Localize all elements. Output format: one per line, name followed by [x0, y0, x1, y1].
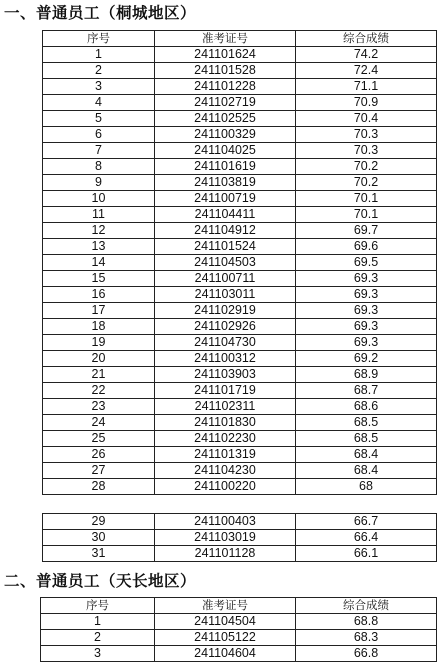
cell-exam-id: 241104503: [155, 255, 296, 271]
table-row: [43, 415, 437, 431]
header-seq: 序号: [43, 31, 155, 47]
cell-seq: 20: [43, 351, 155, 367]
cell-exam-id: 241102926: [155, 319, 296, 335]
cell-exam-id: 241101228: [155, 79, 296, 95]
cell-seq: 3: [41, 646, 155, 662]
cell-exam-id: 241100719: [155, 191, 296, 207]
cell-seq: 3: [43, 79, 155, 95]
cell-exam-id: 241104604: [155, 646, 296, 662]
table-row: [43, 463, 437, 479]
table-row: [41, 614, 437, 630]
table-row: [43, 335, 437, 351]
table-row: [43, 111, 437, 127]
cell-score: 68: [296, 479, 437, 495]
cell-score: 66.1: [296, 546, 437, 562]
cell-score: 68.4: [296, 447, 437, 463]
cell-score: 70.1: [296, 207, 437, 223]
cell-exam-id: 241101830: [155, 415, 296, 431]
table-row: [43, 287, 437, 303]
cell-score: 68.5: [296, 431, 437, 447]
cell-exam-id: 241101528: [155, 63, 296, 79]
cell-seq: 31: [43, 546, 155, 562]
cell-exam-id: 241101128: [155, 546, 296, 562]
section1-extra-table: [42, 513, 437, 562]
table-row: [43, 143, 437, 159]
table-row: [43, 207, 437, 223]
cell-score: 69.5: [296, 255, 437, 271]
table-row: [43, 63, 437, 79]
cell-exam-id: 241100329: [155, 127, 296, 143]
cell-score: 66.4: [296, 530, 437, 546]
cell-score: 68.9: [296, 367, 437, 383]
table-row: [43, 383, 437, 399]
cell-score: 72.4: [296, 63, 437, 79]
cell-exam-id: 241100711: [155, 271, 296, 287]
table-row: [43, 367, 437, 383]
cell-score: 69.3: [296, 287, 437, 303]
cell-exam-id: 241102719: [155, 95, 296, 111]
table-row: [43, 127, 437, 143]
cell-exam-id: 241102311: [155, 399, 296, 415]
cell-seq: 26: [43, 447, 155, 463]
table-header-row: [43, 31, 437, 47]
cell-score: 69.7: [296, 223, 437, 239]
cell-exam-id: 241104411: [155, 207, 296, 223]
cell-exam-id: 241104230: [155, 463, 296, 479]
cell-score: 68.8: [296, 614, 437, 630]
cell-exam-id: 241102525: [155, 111, 296, 127]
section1-table: [42, 30, 437, 495]
cell-seq: 13: [43, 239, 155, 255]
cell-score: 66.8: [296, 646, 437, 662]
cell-seq: 21: [43, 367, 155, 383]
cell-seq: 28: [43, 479, 155, 495]
table-row: [43, 351, 437, 367]
cell-score: 69.3: [296, 319, 437, 335]
cell-score: 69.6: [296, 239, 437, 255]
cell-seq: 4: [43, 95, 155, 111]
table-row: [43, 271, 437, 287]
table-row: [43, 95, 437, 111]
cell-score: 68.6: [296, 399, 437, 415]
table-row: [43, 514, 437, 530]
cell-exam-id: 241100403: [155, 514, 296, 530]
cell-exam-id: 241101319: [155, 447, 296, 463]
table-row: [41, 646, 437, 662]
section1-title: 一、普通员工（桐城地区）: [4, 4, 197, 22]
cell-score: 71.1: [296, 79, 437, 95]
table-row: [43, 431, 437, 447]
cell-score: 69.3: [296, 335, 437, 351]
cell-score: 70.3: [296, 143, 437, 159]
cell-exam-id: 241100220: [155, 479, 296, 495]
cell-seq: 18: [43, 319, 155, 335]
table-row: [43, 47, 437, 63]
table-row: [43, 79, 437, 95]
cell-score: 68.3: [296, 630, 437, 646]
cell-exam-id: 241102230: [155, 431, 296, 447]
cell-seq: 11: [43, 207, 155, 223]
table-row: [43, 223, 437, 239]
table-row: [43, 159, 437, 175]
cell-seq: 23: [43, 399, 155, 415]
section2-title: 二、普通员工（天长地区）: [4, 572, 197, 590]
cell-score: 68.7: [296, 383, 437, 399]
cell-exam-id: 241102919: [155, 303, 296, 319]
table-row: [43, 447, 437, 463]
cell-seq: 1: [43, 47, 155, 63]
cell-score: 69.2: [296, 351, 437, 367]
table-row: [43, 255, 437, 271]
cell-score: 66.7: [296, 514, 437, 530]
cell-score: 69.3: [296, 303, 437, 319]
cell-seq: 2: [41, 630, 155, 646]
table-row: [43, 399, 437, 415]
cell-score: 70.4: [296, 111, 437, 127]
cell-exam-id: 241101624: [155, 47, 296, 63]
header-score: 综合成绩: [296, 598, 437, 614]
cell-exam-id: 241103819: [155, 175, 296, 191]
cell-seq: 7: [43, 143, 155, 159]
header-exam-id: 准考证号: [155, 31, 296, 47]
cell-exam-id: 241100312: [155, 351, 296, 367]
cell-seq: 12: [43, 223, 155, 239]
cell-score: 70.3: [296, 127, 437, 143]
table-row: [41, 630, 437, 646]
cell-seq: 8: [43, 159, 155, 175]
cell-score: 74.2: [296, 47, 437, 63]
cell-seq: 6: [43, 127, 155, 143]
cell-seq: 1: [41, 614, 155, 630]
cell-exam-id: 241103011: [155, 287, 296, 303]
cell-seq: 27: [43, 463, 155, 479]
cell-exam-id: 241104730: [155, 335, 296, 351]
header-exam-id: 准考证号: [155, 598, 296, 614]
cell-seq: 25: [43, 431, 155, 447]
table-row: [43, 303, 437, 319]
section2-table: [40, 597, 437, 662]
cell-seq: 2: [43, 63, 155, 79]
cell-seq: 19: [43, 335, 155, 351]
cell-seq: 5: [43, 111, 155, 127]
cell-seq: 16: [43, 287, 155, 303]
cell-exam-id: 241104025: [155, 143, 296, 159]
cell-exam-id: 241101524: [155, 239, 296, 255]
cell-exam-id: 241103903: [155, 367, 296, 383]
table-row: [43, 479, 437, 495]
cell-score: 70.2: [296, 175, 437, 191]
table-row: [43, 546, 437, 562]
cell-exam-id: 241104912: [155, 223, 296, 239]
cell-score: 68.4: [296, 463, 437, 479]
cell-seq: 29: [43, 514, 155, 530]
cell-seq: 17: [43, 303, 155, 319]
table-header-row: [41, 598, 437, 614]
cell-seq: 9: [43, 175, 155, 191]
cell-score: 69.3: [296, 271, 437, 287]
table-row: [43, 239, 437, 255]
header-seq: 序号: [41, 598, 155, 614]
cell-score: 68.5: [296, 415, 437, 431]
cell-score: 70.2: [296, 159, 437, 175]
cell-seq: 10: [43, 191, 155, 207]
cell-seq: 30: [43, 530, 155, 546]
cell-exam-id: 241101719: [155, 383, 296, 399]
cell-seq: 24: [43, 415, 155, 431]
cell-score: 70.1: [296, 191, 437, 207]
table-row: [43, 175, 437, 191]
table-row: [43, 319, 437, 335]
cell-seq: 14: [43, 255, 155, 271]
cell-exam-id: 241105122: [155, 630, 296, 646]
cell-exam-id: 241103019: [155, 530, 296, 546]
cell-seq: 15: [43, 271, 155, 287]
cell-score: 70.9: [296, 95, 437, 111]
header-score: 综合成绩: [296, 31, 437, 47]
table-row: [43, 530, 437, 546]
table-row: [43, 191, 437, 207]
cell-exam-id: 241104504: [155, 614, 296, 630]
cell-exam-id: 241101619: [155, 159, 296, 175]
cell-seq: 22: [43, 383, 155, 399]
